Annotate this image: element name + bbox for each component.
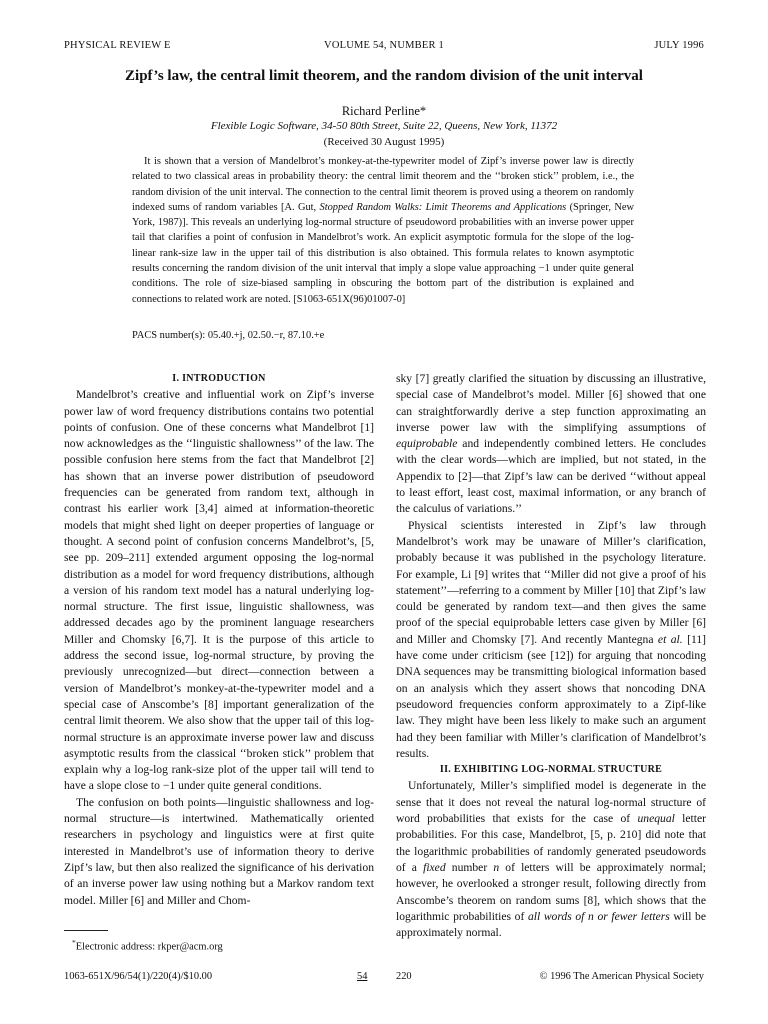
text-run: will be approximately normal. xyxy=(396,909,706,940)
abstract xyxy=(132,154,634,307)
text-run: Physical scientists interested in Zipf’s law through Mandelbrot’s work may be unaware of Miller’s clarification, probably because it was published in the psychology literature. For example, Li [9] writes that ‘‘Miller did not give a proof of his statement’’—referring to a comment by Miller [10] that Zipf’s law could be generated by random text—and then gives the same proof of the special equiprobable letters case given by Miller [6] and Miller and Chomsky [7]. And recently Mantegna xyxy=(396,518,706,646)
intro-paragraph-1: Mandelbrot’s creative and influential work on Zipf’s inverse power law of word frequency distributions contains two potential points of confusion. One of these concerns what Mandelbrot [1] now acknowledges as the ‘‘linguistic shallowness’’ of the law. The possible confusion here stems from the fact that Mandelbrot [2] has shown that an inverse power distribution of pseudoword frequencies can be generated from random text, although in contrast his earlier work [3,4] aimed at information-theoretic models that might shed light on deeper properties of language or thought. A second point of confusion concerns Mandelbrot’s, [5, see pp. 209–211] extended argument opposing the log-normal distribution as a model for word frequency distributions, although a version of his random text model has a natural underlying log-normal structure. The first issue, linguistic shallowness, was addressed decades ago by the prominent language researchers Miller and Chomsky [6,7]. It is the purpose of this article to address the second issue, log-normal structure, by proving the previously unrecognized—but direct—connection between a version of Mandelbrot’s monkey-at-the-typewriter model and a special case of Anscombe’s [8] important generalization of the central limit theorem. We also show that the upper tail of this log-normal structure is an approximate inverse power law and discuss asymptotic results from the classical ‘‘broken stick’’ problem that explain why a log-log rank-size plot of the upper tail will tend to have a slope close to −1 under quite general conditions. xyxy=(64,388,374,793)
pacs-numbers: PACS number(s): 05.40.+j, 02.50.−r, 87.10.+e xyxy=(132,330,325,341)
issue-date: JULY 1996 xyxy=(654,40,704,51)
intro-paragraph-3 xyxy=(396,371,706,518)
page-number: 220 xyxy=(396,971,412,982)
emphasis-unequal: unequal xyxy=(637,812,675,826)
copyright: © 1996 The American Physical Society xyxy=(539,971,704,982)
footer-code: 1063-651X/96/54(1)/220(4)/$10.00 xyxy=(64,971,213,982)
intro-paragraph-2: The confusion on both points—linguistic shallowness and log-normal structure—is intertwined. Mathematically oriented researchers in psychology and linguistics were at first quite interested in Mandelbrot’s use of information theory to derive Zipf’s law, but then also realized the significance of his derivation of an inverse power law using nothing but a Markov random text model. Miller [6] and Miller and Chom- xyxy=(64,795,374,907)
section2-paragraph-1 xyxy=(396,778,706,941)
text-run: Unfortunately, Miller’s simplified model is degenerate in the sense that it does not reveal the natural log-normal structure of word probabilities that exists for the case of xyxy=(396,779,706,826)
abstract-text-cont: (Springer, New York, 1987)]. This reveals an underlying log-normal structure of pseudoword probabilities with an inverse power upper tail that clarifies a point of confusion in Mandelbrot’s work. An explicit asymptotic formula for the slope of the log-linear rank-size law in the upper tail of this distribution is also obtained. This formula relates to known asymptotic results concerning the random division of the unit interval that imply a slope value approaching −1 under quite general conditions. The role of size-biased sampling in obscuring the bottom part of the distribution is explained and connections to related work are noted. [S1063-651X(96)01007-0] xyxy=(132,201,634,305)
emphasis-et-al: et al. xyxy=(657,632,683,646)
emphasis-all-words: all words of n or fewer letters xyxy=(527,909,670,923)
emphasis-equiprobable: equiprobable xyxy=(396,437,458,451)
section-heading-log-normal: II. EXHIBITING LOG-NORMAL STRUCTURE xyxy=(439,764,663,776)
footnote-rule xyxy=(64,930,108,931)
footnote-mark: * xyxy=(72,938,76,947)
author-affiliation: Flexible Logic Software, 34-50 80th Street, Suite 22, Queens, New York, 11372 xyxy=(210,120,558,132)
text-run: number xyxy=(445,860,494,874)
emphasis-fixed: fixed xyxy=(423,860,446,874)
left-column xyxy=(64,371,374,909)
text-run: of letters will be approximately normal; however, he overlooked a stronger result, following directly from Anscombe’s theorem on random sums [8], which shows that the logarithmic probabilities of xyxy=(396,860,706,923)
section-heading-introduction: I. INTRODUCTION xyxy=(172,373,266,384)
footer-volume: 54 xyxy=(357,971,368,982)
emphasis-n: n xyxy=(493,860,500,874)
text-run: letter probabilities. For this case, Mandelbrot, [5, p. 210] did note that the logarithmic probabilities of randomly generated pseudowords of a xyxy=(396,812,707,874)
author-name: Richard Perline* xyxy=(341,104,427,118)
footnote-email: Electronic address: rkper@acm.org xyxy=(75,941,223,953)
text-run: and independently combined letters. He concludes with the clear words—which are implied, but not stated, in the Appendix to [2]—that Zipf’s law can be derived ‘‘without appeal to least effort, least cost, maximal information, or any branch of the calculus of variations.’’ xyxy=(396,437,706,516)
intro-paragraph-4 xyxy=(396,518,706,762)
right-column xyxy=(396,371,706,941)
paper-title: Zipf’s law, the central limit theorem, and the random division of the unit interval xyxy=(125,68,643,84)
abstract-text: It is shown that a version of Mandelbrot’s monkey-at-the-typewriter model of Zipf’s inverse power law is directly related to two classical areas in probability theory: the central limit theorem and the ‘‘broken stick’’ problem, i.e., the random division of the unit interval. The connection to the central limit theorem is proved using a theorem on randomly indexed sums of random variables [A. Gut, xyxy=(132,156,634,213)
text-run: sky [7] greatly clarified the situation by discussing an illustrative, special case of Mandelbrot’s model. Miller [6] showed that one can straightforwardly derive a step function approximating an inverse power law with the simplifying assumptions of xyxy=(396,372,706,434)
volume-number: VOLUME 54, NUMBER 1 xyxy=(324,40,444,51)
footnote xyxy=(72,938,223,952)
journal-name: PHYSICAL REVIEW E xyxy=(64,40,171,51)
received-date: (Received 30 August 1995) xyxy=(323,136,445,148)
abstract-book-title: Stopped Random Walks: Limit Theorems and Applications xyxy=(319,201,567,213)
text-run: [11] have come under criticism (see [12]) for arguing that noncoding DNA sequences may be transmitting biological information based on an analysis which they assert shows that noncoding DNA pseudoword frequencies conform approximately to a Zipf-like law. They might have been less likely to make such an argument had they been familiar with Miller’s clarification of Mandelbrot’s results. xyxy=(396,632,706,760)
